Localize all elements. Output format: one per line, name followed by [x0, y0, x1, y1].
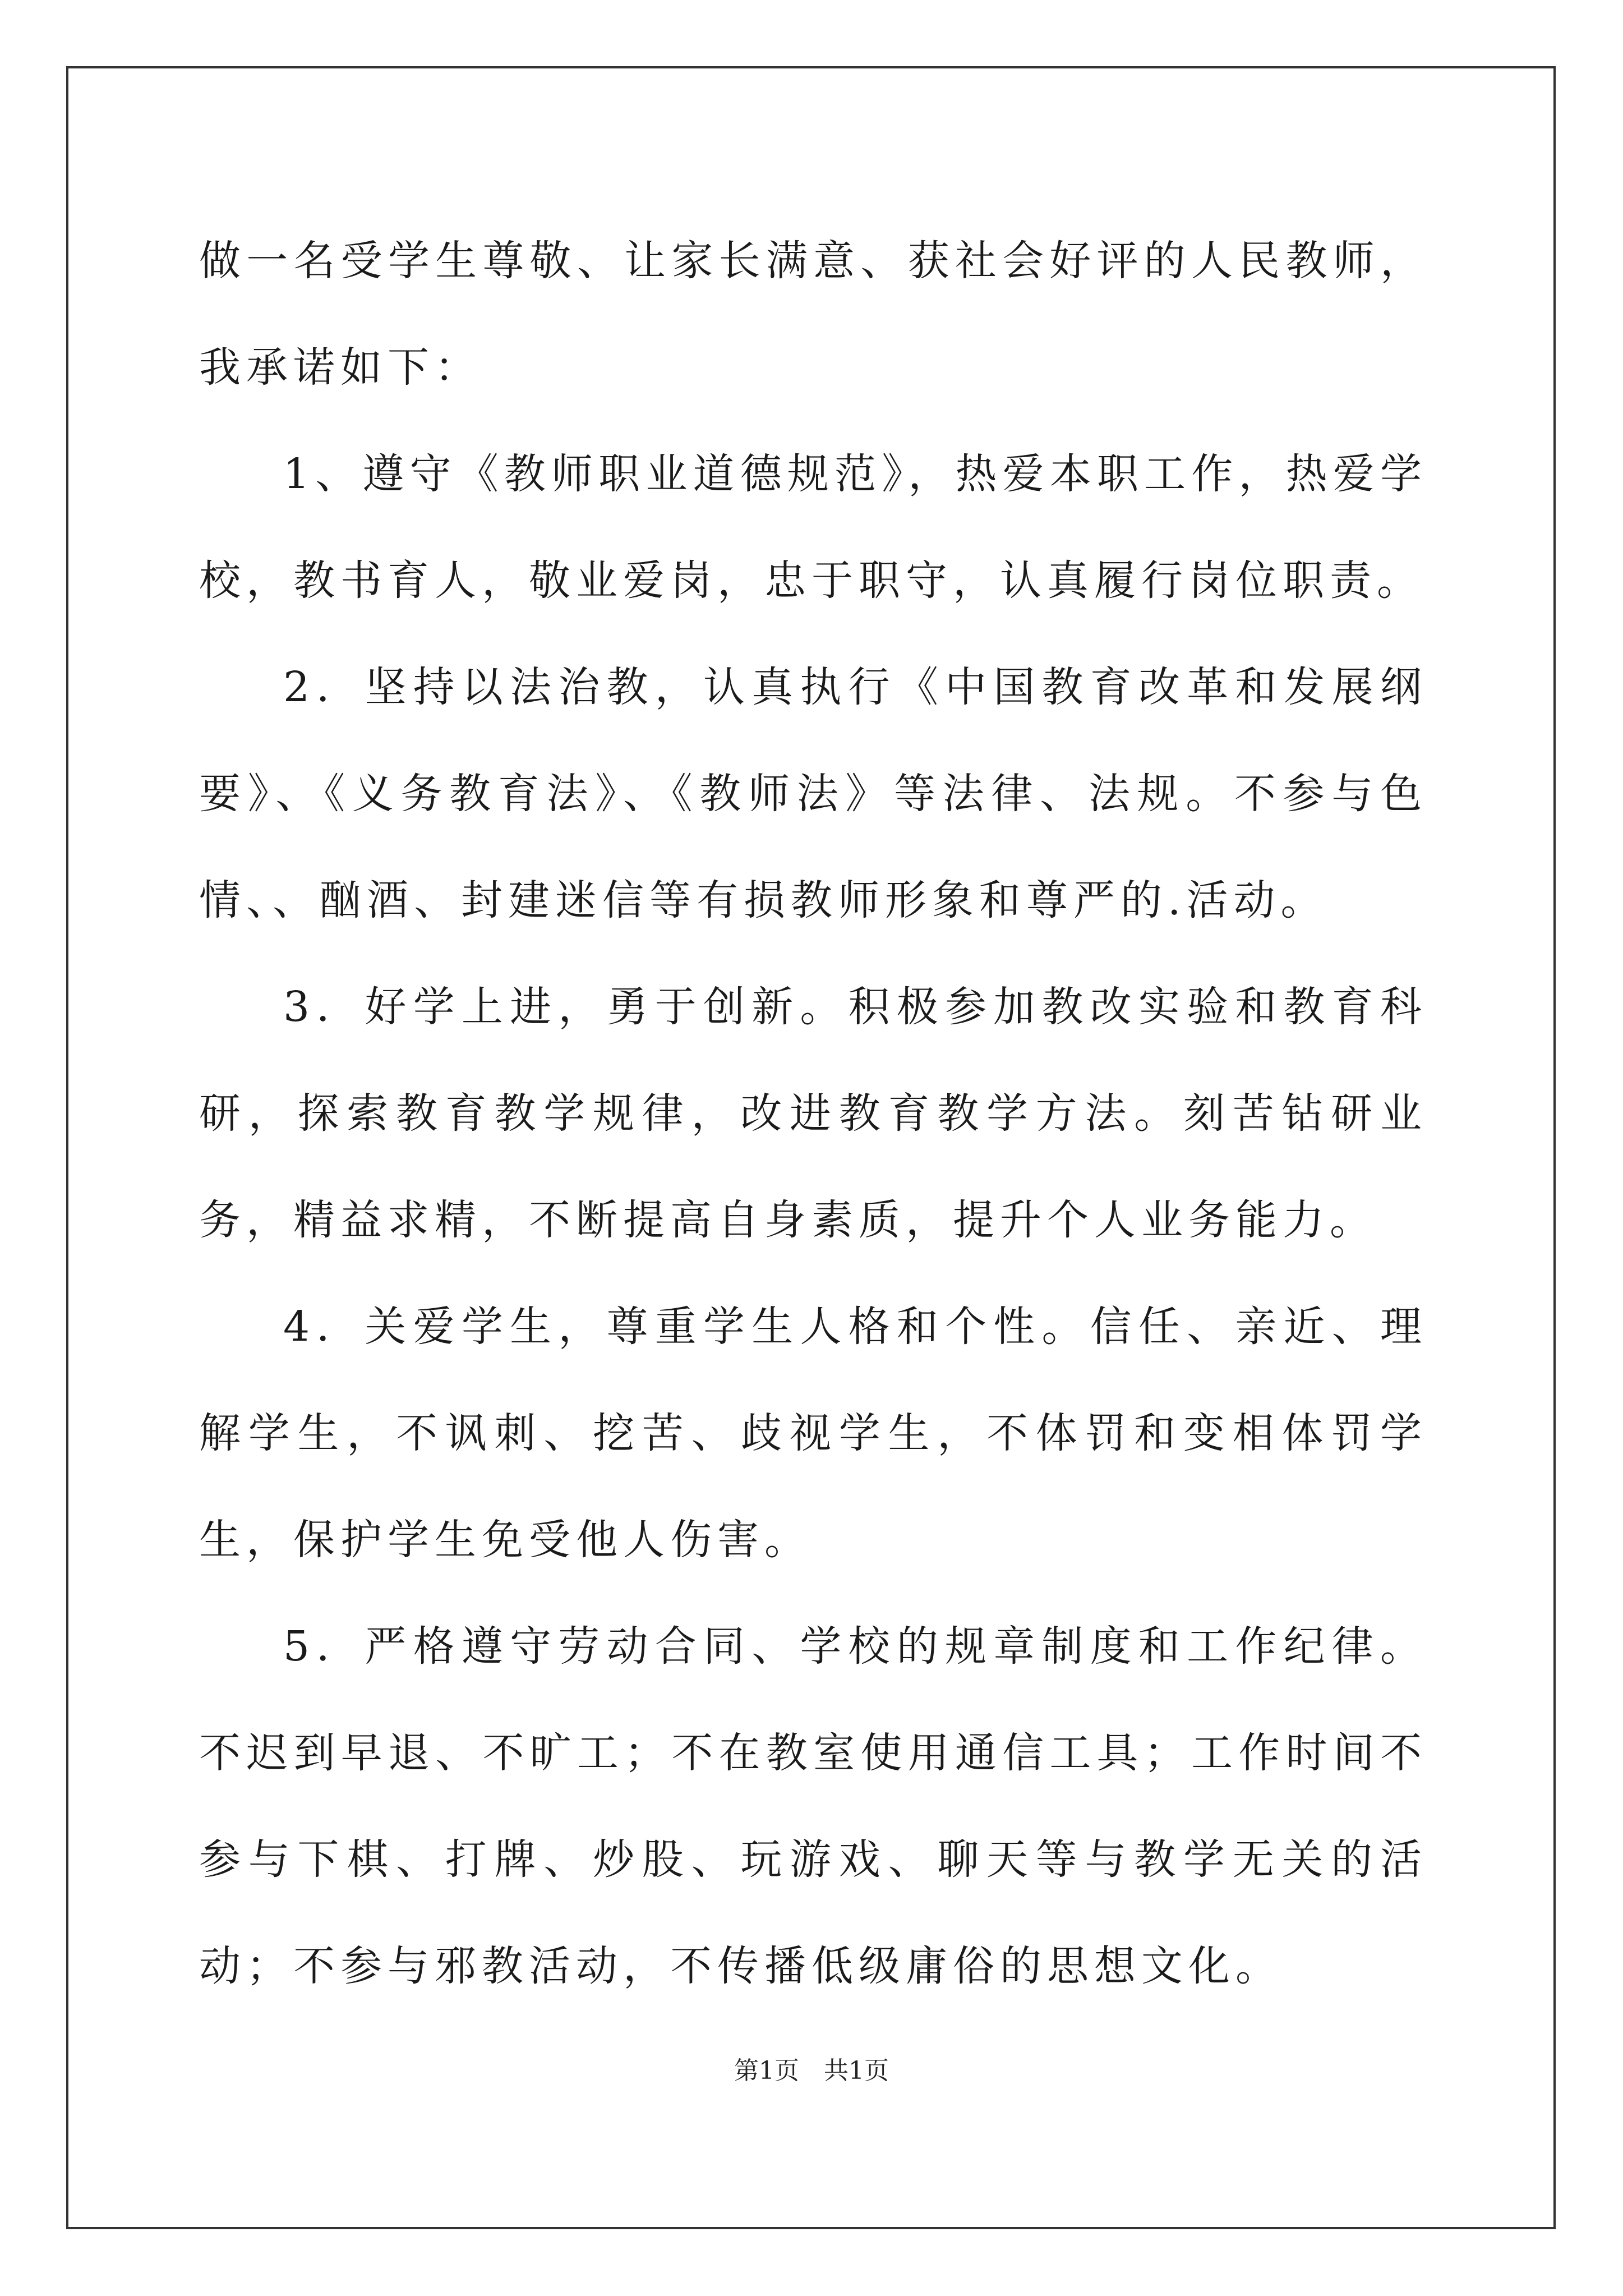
item-3-paragraph: 3．好学上进，勇于创新。积极参加教改实验和教育科研，探索教育教学规律，改进教育教学方法。刻苦钻研业务，精益求精，不断提高自身素质，提升个人业务能力。 — [199, 983, 1427, 1244]
item-2-paragraph: 2．坚持以法治教，认真执行《中国教育改革和发展纲要》、《义务教育法》、《教师法》等法律、法规。不参与色情、、酗酒、封建迷信等有损教师形象和尊严的.活动。 — [199, 663, 1427, 924]
page-number-footer: 第1页 共1页 — [734, 2056, 889, 2085]
item-4-paragraph: 4．关爱学生，尊重学生人格和个性。信任、亲近、理解学生，不讽刺、挖苦、歧视学生，不体罚和变相体罚学生，保护学生免受他人伤害。 — [199, 1303, 1427, 1564]
item-5-paragraph: 5．严格遵守劳动合同、学校的规章制度和工作纪律。不迟到早退、不旷工；不在教室使用通信工具；工作时间不参与下棋、打牌、炒股、玩游戏、聊天等与教学无关的活动；不参与邪教活动，不传播低级庸俗的思想文化。 — [199, 1622, 1427, 1990]
intro-paragraph: 做一名受学生尊敬、让家长满意、获社会好评的人民教师，我承诺如下： — [199, 237, 1427, 392]
item-1-paragraph: 1、遵守《教师职业道德规范》，热爱本职工作，热爱学校，教书育人，敬业爱岗，忠于职守，认真履行岗位职责。 — [199, 450, 1427, 605]
document-body — [199, 208, 1427, 2019]
